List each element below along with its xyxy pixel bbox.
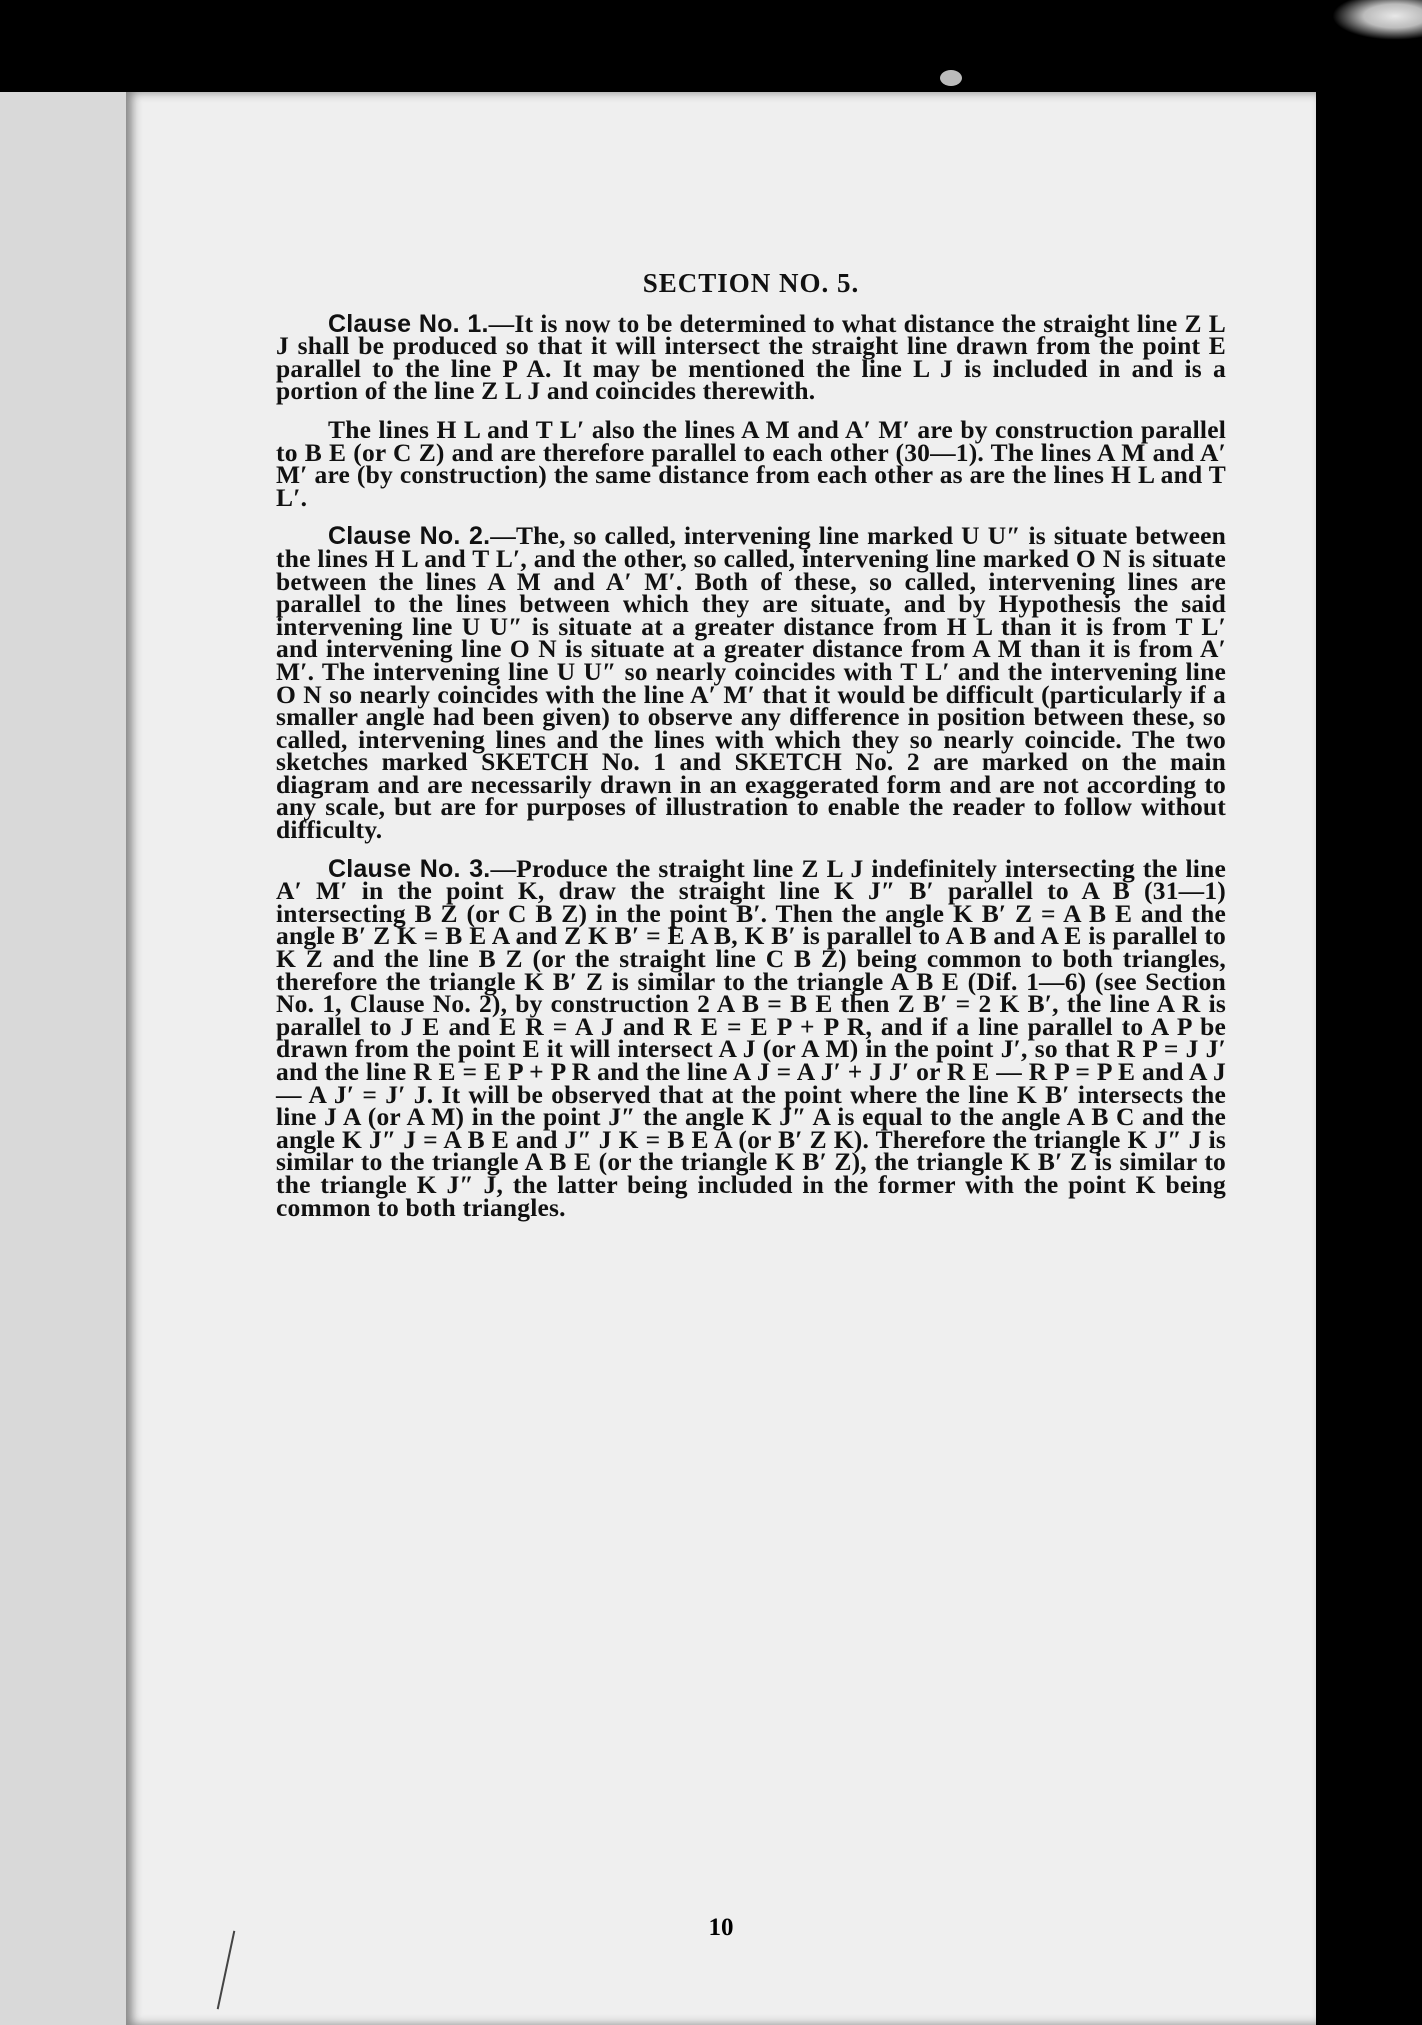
- clause-label: Clause No. 2.: [328, 522, 491, 551]
- paragraph-text: The lines H L and T L′ also the lines A M and A′ M′ are by construction parallel to B E (or C Z) and are therefore parallel to each other (30—1). The lines A M and A′ M′ are (by construction) the same distance from each other as are the lines H L and T L′.: [276, 414, 1226, 512]
- section-title: SECTION NO. 5.: [642, 268, 860, 298]
- clause-label: Clause No. 1.: [328, 309, 489, 338]
- clause-text: —Produce the straight line Z L J indefinitely intersecting the line A′ M′ in the point K, draw the straight line K J″ B′ parallel to A B (31—1) intersecting B Z (or C B Z) in the point B′. Then the angle K B′ Z = A B E and the angle B′ Z K = B E A and Z K B′ = E A B, K B′ is parallel to A B and A E is parallel to K Z and the line B Z (or the straight line C B Z) being common to both triangles, therefore the triangle K B′ Z is similar to the triangle A B E (Dif. 1—6) (see Section No. 1, Clause No. 2), by construction 2 A B = B E then Z B′ = 2 K B′, the line A R is parallel to J E and E R = A J and R E = E P + P R, and if a line parallel to A P be drawn from the point E it will intersect A J (or A M) in the point J′, so that R P = J J′ and the line R E = E P + P R and the line A J = A J′ + J J′ or R E — R P = P E and A J — A J′ = J′ J. It will be observed that at the point where the line K B′ intersects the line J A (or A M) in the point J″ the angle K J″ A is equal to the angle A B C and the angle K J″ J = A B E and J″ J K = B E A (or B′ Z K). Therefore the triangle K J″ J is similar to the triangle A B E (or the triangle K B′ Z), the triangle K B′ Z is similar to the triangle K J″ J, the latter being included in the former with the point K being common to both triangles.: [276, 853, 1226, 1222]
- page-content: [276, 268, 1226, 1235]
- left-page-edge: [0, 92, 132, 2025]
- paragraph-clause-1: [276, 308, 1226, 406]
- clause-label: Clause No. 3.: [328, 854, 491, 883]
- paragraph-parallel-lines: [276, 414, 1226, 512]
- clause-text: —The, so called, intervening line marked U U″ is situate between the lines H L and T L′, and the other, so called, intervening line marked O N is situate between the lines A M and A′ M′. Both of these, so called, intervening lines are parallel to the lines between which they are situate, and by Hypothesis the said intervening line U U″ is situate at a greater distance from H L than it is from T L′ and intervening line O N is situate at a greater distance from A M than it is from A′ M′. The intervening line U U″ so nearly coincides with T L′ and the intervening line O N so nearly coincides with the line A′ M′ that it would be difficult (particularly if a smaller angle had been given) to observe any difference in position between these, so called, intervening lines and the lines with which they so nearly coincide. The two sketches marked SKETCH No. 1 and SKETCH No. 2 are marked on the main diagram and are necessarily drawn in an exaggerated form and are not according to any scale, but are for purposes of illustration to enable the reader to follow without difficulty.: [276, 521, 1226, 845]
- paragraph-clause-2: [276, 521, 1226, 845]
- clause-text: —It is now to be determined to what distance the straight line Z L J shall be produced so that it will intersect the straight line drawn from the point E parallel to the line P A. It may be mentioned the line L J is included in and is a portion of the line Z L J and coincides therewith.: [276, 308, 1226, 406]
- film-corner-artifact: [1332, 0, 1422, 40]
- book-page: [126, 92, 1316, 2025]
- page-number: 10: [708, 1914, 734, 1941]
- paragraph-clause-3: [276, 853, 1226, 1222]
- film-dust-spot: [940, 70, 962, 86]
